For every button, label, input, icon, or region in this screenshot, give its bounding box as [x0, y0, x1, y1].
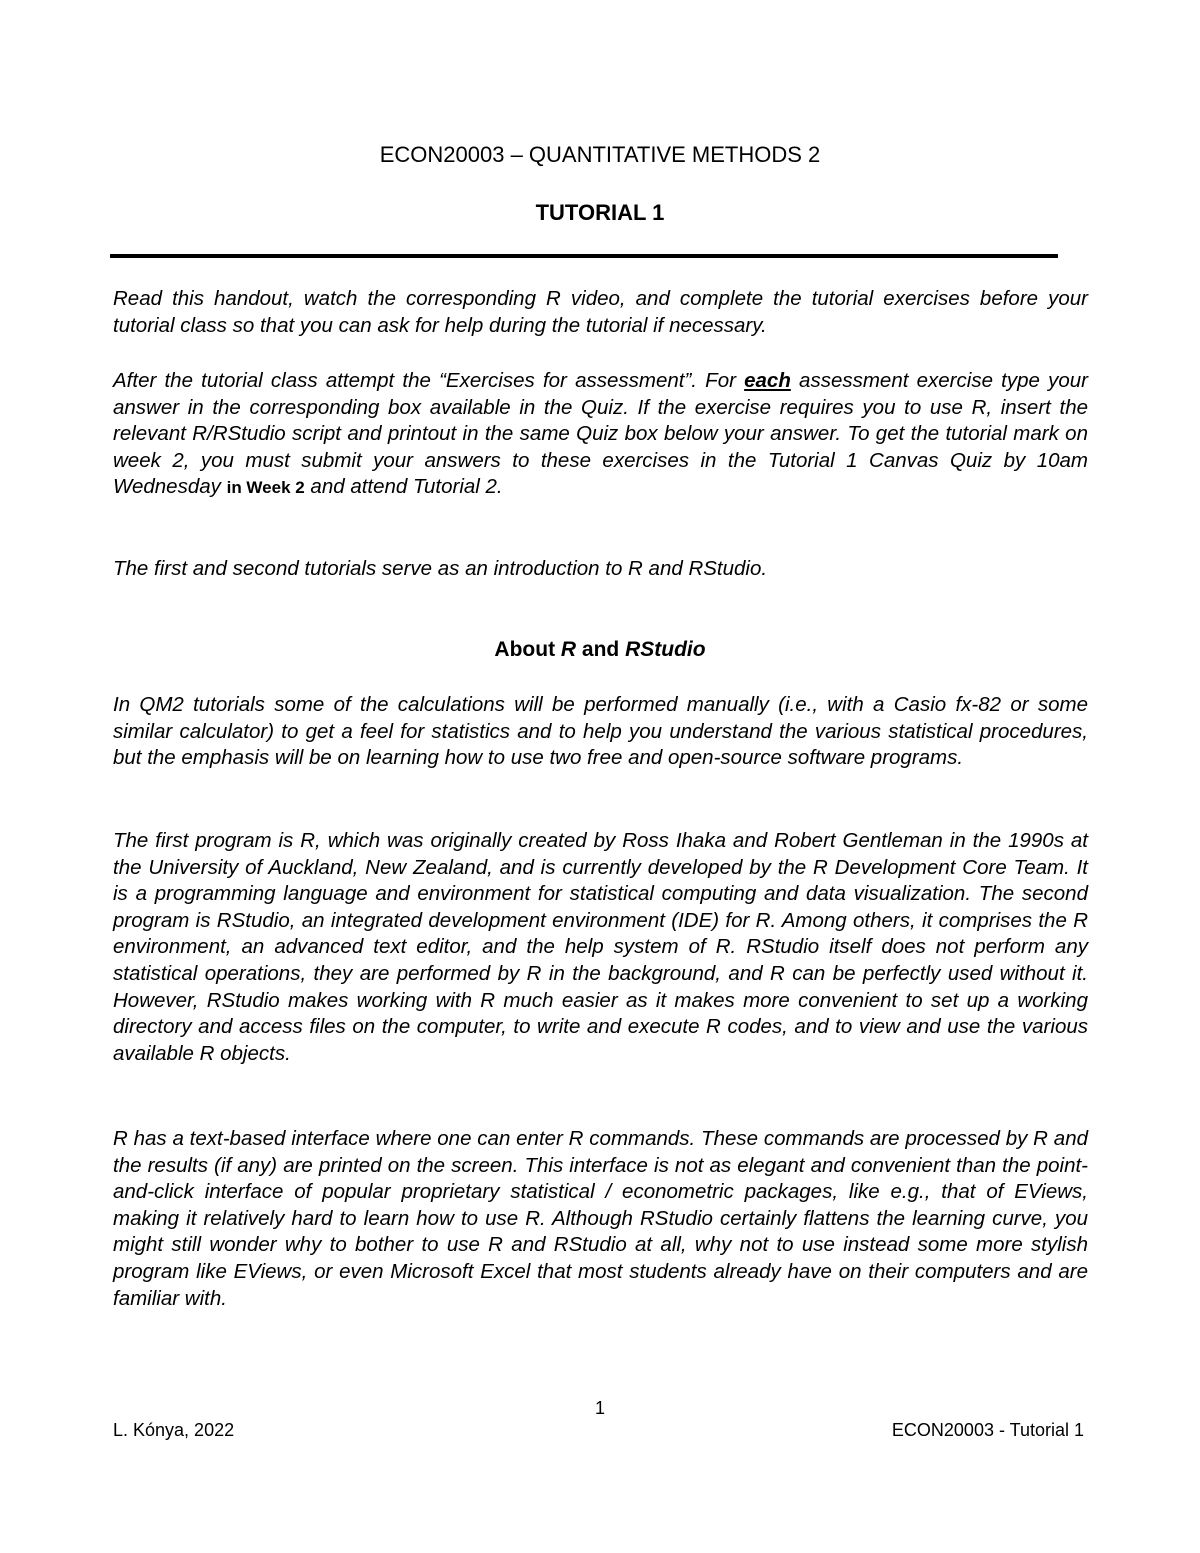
footer-author: L. Kónya, 2022 — [113, 1420, 235, 1440]
intro-paragraph-2 — [113, 368, 1088, 502]
emphasis-week-2: in Week 2 — [226, 478, 305, 498]
body-paragraph-2: The first program is R, which was originally created by Ross Ihaka and Robert Gentleman in the 1990s at the University of Auckland, New Zealand, and is currently developed by the R Development Core Team. It is a programming language and environment for statistical computing and data visualization. The second program is RStudio, an integrated development environment (IDE) for R. Among others, it comprises the R environment, an advanced text editor, and the help system of R. RStudio itself does not perform any statistical operations, they are performed by R in the background, and R can be perfectly used without it. However, RStudio makes working with R much easier as it makes more convenient to set up a working directory and access files on the computer, to write and execute R codes, and to view and use the various available R objects. — [113, 829, 1088, 1065]
course-title: ECON20003 – QUANTITATIVE METHODS 2 — [379, 142, 821, 167]
heading-r-text: R — [560, 638, 577, 661]
intro-paragraph-2-part-c: and attend Tutorial 2. — [304, 475, 503, 499]
emphasis-each: each — [744, 369, 791, 392]
footer-doc-label: ECON20003 - Tutorial 1 — [891, 1420, 1084, 1440]
heading-rstudio-text: RStudio — [625, 638, 706, 661]
header-divider — [110, 254, 1058, 258]
page-number: 1 — [594, 1398, 605, 1418]
tutorial-title: TUTORIAL 1 — [535, 200, 665, 225]
body-paragraph-1: In QM2 tutorials some of the calculations will be performed manually (i.e., with a Casio fx-82 or some similar calculator) to get a feel for statistics and to help you understand the various statistical procedures, but the emphasis will be on learning how to use two free and open-source software programs. — [113, 693, 1088, 770]
intro-paragraph-1: Read this handout, watch the corresponding R video, and complete the tutorial exercises before your tutorial class so that you can ask for help during the tutorial if necessary. — [113, 287, 1088, 337]
body-paragraph-3: R has a text-based interface where one can enter R commands. These commands are processed by R and the results (if any) are printed on the screen. This interface is not as elegant and convenient than the point-and-click interface of popular proprietary statistical / econometric packages, like e.g., that of EViews, making it relatively hard to learn how to use R. Although RStudio certainly flattens the learning curve, you might still wonder why to bother to use R and RStudio at all, why not to use instead some more stylish program like EViews, or even Microsoft Excel that most students already have on their computers and are familiar with. — [113, 1127, 1088, 1310]
intro-paragraph-2-part-a: After the tutorial class attempt the “Exercises for assessment”. For — [113, 369, 745, 392]
heading-and-text: and — [576, 638, 626, 661]
intro-paragraph-3: The first and second tutorials serve as an introduction to R and RStudio. — [113, 557, 768, 580]
section-heading-about-r — [0, 638, 1200, 662]
intro-paragraph-2-part-b: assessment exercise type your answer in the corresponding box available in the Quiz. If the exercise requires you to use R, insert the relevant R/RStudio script and printout in the same Quiz box below your answer. To get the tutorial mark on week 2, you must submit your answers to these exercises in the Tutorial 1 Canvas Quiz by 10am Wednesday — [113, 369, 1088, 499]
heading-about-text: About — [494, 638, 561, 661]
